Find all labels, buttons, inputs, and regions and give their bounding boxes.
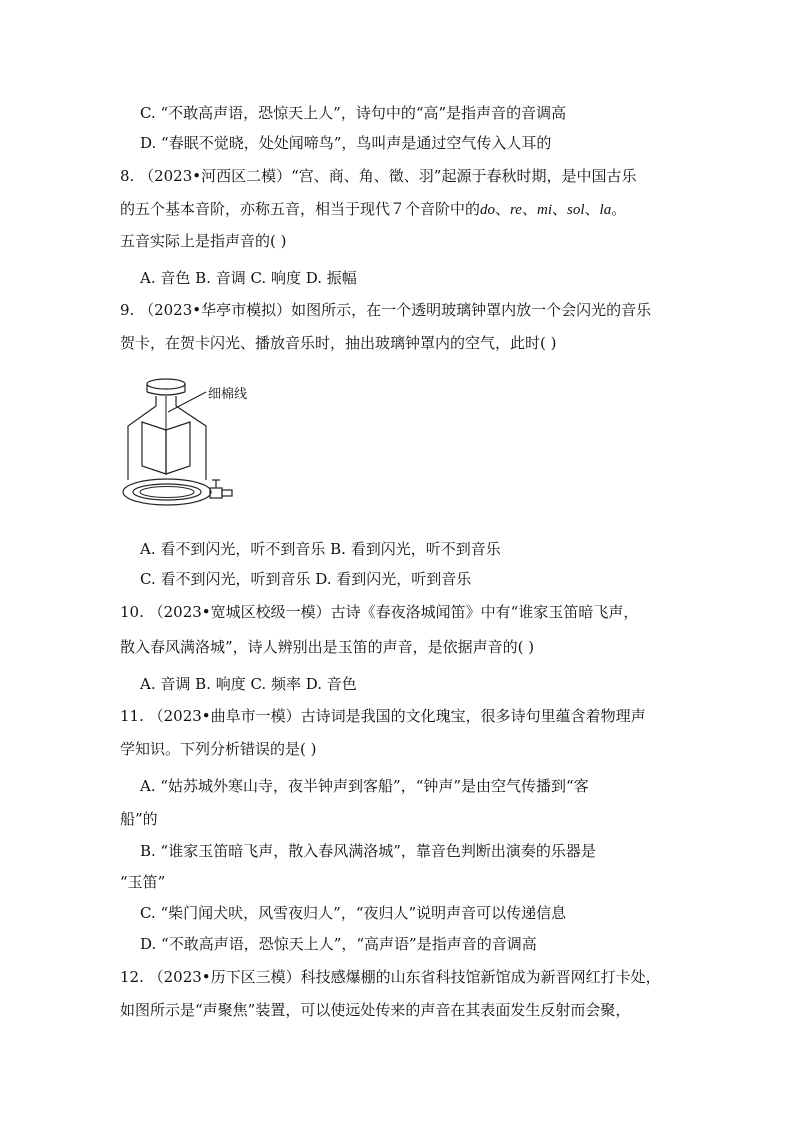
bell-jar-figure	[118, 372, 268, 517]
question-11-option-a-cont: 船”的	[120, 810, 158, 828]
figure-label: 细棉线	[208, 387, 248, 402]
question-10-options: A. 音调 B. 响度 C. 频率 D. 音色	[140, 675, 357, 693]
question-11-option-a: A. “姑苏城外寒山寺，夜半钟声到客船”，“钟声”是由空气传播到“客	[140, 777, 589, 795]
note-sol: sol	[567, 202, 585, 218]
note-mi: mi	[537, 202, 552, 218]
question-10-stem: 10. （2023•宽城区校级一模）古诗《春夜洛城闻笛》中有“谁家玉笛暗飞声，	[120, 603, 639, 621]
question-8-line2: 的五个基本音阶，亦称五音，相当于现代７个音阶中的do、re、mi、sol、la。	[120, 200, 627, 218]
note-do: do	[480, 202, 496, 218]
question-10-line2: 散入春风满洛城”，诗人辨别出是玉笛的声音，是依据声音的( )	[120, 638, 535, 656]
question-8-line3: 五音实际上是指声音的( )	[120, 232, 287, 250]
note-la: la	[599, 202, 612, 218]
question-12-stem: 12. （2023•历下区三模）科技感爆棚的山东省科技馆新馆成为新晋网红打卡处，	[120, 968, 661, 986]
question-9-stem: 9. （2023•华亭市模拟）如图所示，在一个透明玻璃钟罩内放一个会闪光的音乐	[120, 301, 652, 319]
question-8-stem: 8. （2023•河西区二模）“宫、商、角、徵、羽”起源于春秋时期，是中国古乐	[120, 167, 637, 185]
note-re: re	[510, 202, 522, 218]
question-11-stem: 11. （2023•曲阜市一模）古诗词是我国的文化瑰宝，很多诗句里蕴含着物理声	[120, 707, 646, 725]
question-11-option-c: C. “柴门闻犬吠，风雪夜归人”，“夜归人”说明声音可以传递信息	[140, 904, 567, 922]
question-9-options-ab: A. 看不到闪光，听不到音乐 B. 看到闪光，听不到音乐	[140, 540, 501, 558]
question-11-line2: 学知识。下列分析错误的是( )	[120, 740, 317, 758]
question-8-options: A. 音色 B. 音调 C. 响度 D. 振幅	[140, 269, 357, 287]
question-11-option-d: D. “不敢高声语，恐惊天上人”，“高声语”是指声音的音调高	[140, 935, 537, 953]
question-12-line2: 如图所示是“声聚焦”装置，可以使远处传来的声音在其表面发生反射而会聚，	[120, 1001, 631, 1019]
option-c-q7: C. “不敢高声语，恐惊天上人”，诗句中的“高”是指声音的音调高	[140, 104, 567, 122]
question-9-options-cd: C. 看不到闪光，听到音乐 D. 看到闪光，听到音乐	[140, 570, 472, 588]
question-11-option-b-cont: “玉笛”	[120, 873, 166, 891]
question-11-option-b: B. “谁家玉笛暗飞声，散入春风满洛城”，靠音色判断出演奏的乐器是	[140, 842, 596, 860]
option-d-q7: D. “春眠不觉晓，处处闻啼鸟”，鸟叫声是通过空气传入人耳的	[140, 134, 552, 152]
question-9-line2: 贺卡，在贺卡闪光、播放音乐时，抽出玻璃钟罩内的空气，此时( )	[120, 334, 557, 352]
